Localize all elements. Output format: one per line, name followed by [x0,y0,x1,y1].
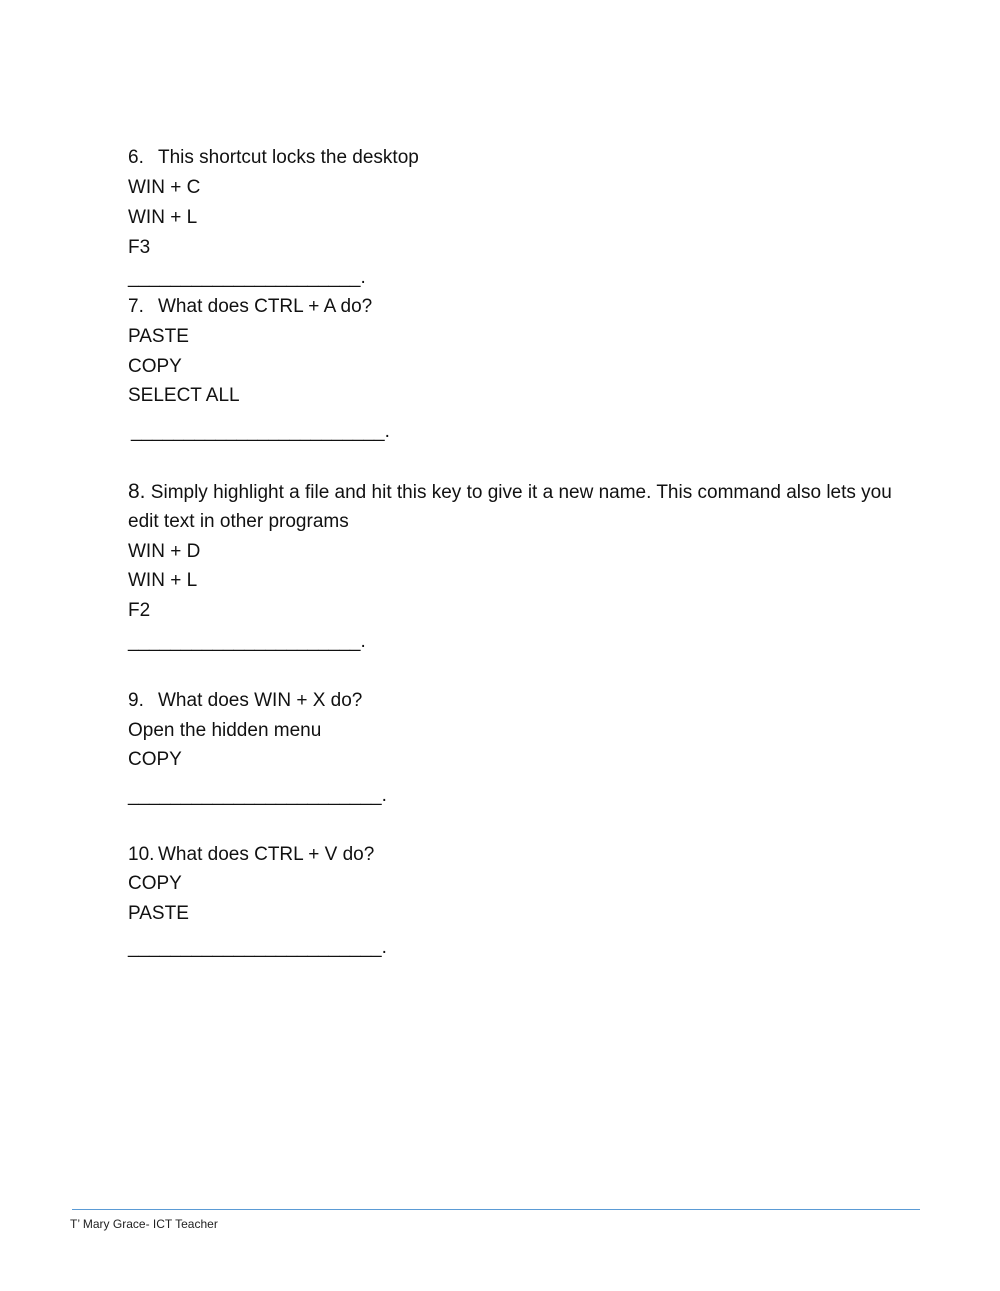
question-10-number: 10. [128,844,155,865]
question-8-number: 8. [128,480,146,503]
question-6-number: 6. [128,147,144,168]
question-10-option-a: COPY [128,873,182,894]
question-8-prompt [128,480,892,505]
question-7-option-c: SELECT ALL [128,385,240,406]
question-9-text: What does WIN + X do? [158,690,363,711]
question-8-text-continued: edit text in other programs [128,511,349,532]
question-9-option-a: Open the hidden menu [128,720,322,741]
question-10-answer-blank: ________________________. [128,937,387,958]
question-7-prompt [128,295,372,319]
question-10-option-b: PASTE [128,903,189,924]
footer-credit: T’ Mary Grace- ICT Teacher [70,1217,218,1231]
question-7-answer-blank: ________________________. [131,421,390,442]
question-6-option-a: WIN + C [128,177,201,198]
question-10-text: What does CTRL + V do? [158,844,375,865]
question-9-answer-blank: ________________________. [128,785,387,806]
question-6-text: This shortcut locks the desktop [158,147,419,168]
question-6-option-b: WIN + L [128,207,198,228]
question-7-text: What does CTRL + A do? [158,296,373,317]
question-9-number: 9. [128,690,144,711]
question-6-option-c: F3 [128,237,151,258]
footer-divider [72,1209,920,1210]
question-7-option-a: PASTE [128,326,189,347]
question-9-option-b: COPY [128,749,182,770]
question-6-prompt [128,146,419,170]
question-9-prompt [128,689,362,713]
question-6-answer-blank: ______________________. [128,267,366,288]
question-7-option-b: COPY [128,356,182,377]
question-8-option-a: WIN + D [128,541,201,562]
question-10-prompt [128,843,374,867]
question-7-number: 7. [128,296,144,317]
question-8-answer-blank: ______________________. [128,631,366,652]
question-8-text: Simply highlight a file and hit this key to give it a new name. This command also lets you [150,482,892,503]
question-8-option-c: F2 [128,600,151,621]
question-8-option-b: WIN + L [128,570,198,591]
